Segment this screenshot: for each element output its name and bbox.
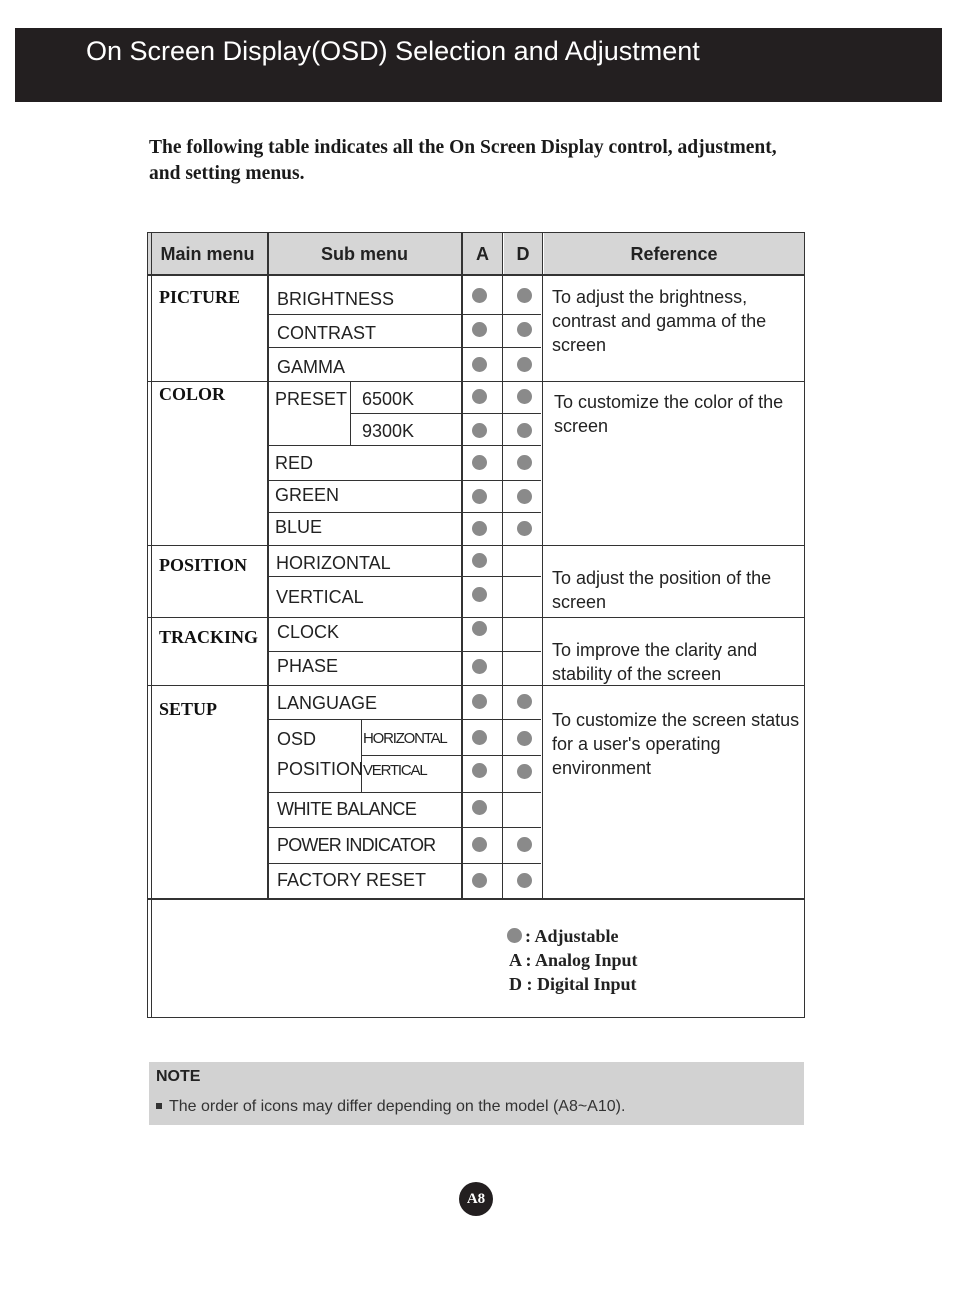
col-header-sub-menu: Sub menu bbox=[268, 233, 461, 275]
note-text: The order of icons may differ depending on the model (A8~A10). bbox=[169, 1098, 626, 1115]
divider bbox=[268, 651, 541, 652]
divider bbox=[268, 480, 541, 481]
adjustable-dot bbox=[517, 837, 532, 852]
adjustable-dot bbox=[472, 322, 487, 337]
adjustable-dot bbox=[472, 521, 487, 536]
adjustable-dot bbox=[517, 455, 532, 470]
sub-menu-gamma: GAMMA bbox=[277, 357, 346, 377]
divider bbox=[461, 233, 463, 899]
main-menu-color: COLOR bbox=[159, 384, 226, 404]
sub-menu-osd: OSD bbox=[277, 729, 317, 749]
reference-picture: To adjust the brightness, contrast and gamma of the screen bbox=[552, 287, 767, 355]
adjustable-dot bbox=[517, 423, 532, 438]
divider bbox=[268, 863, 541, 864]
adjustable-dot bbox=[517, 873, 532, 888]
adjustable-dot bbox=[517, 764, 532, 779]
adjustable-dot bbox=[472, 837, 487, 852]
adjustable-dot bbox=[472, 423, 487, 438]
divider bbox=[267, 233, 269, 899]
sub-menu-contrast: CONTRAST bbox=[277, 323, 376, 343]
divider bbox=[148, 898, 804, 900]
sub-menu-clock: CLOCK bbox=[277, 622, 340, 642]
reference-position: To adjust the position of the screen bbox=[552, 568, 772, 612]
main-menu-position: POSITION bbox=[159, 555, 248, 575]
divider bbox=[268, 347, 541, 348]
bullet-icon bbox=[156, 1103, 162, 1109]
legend-adjustable bbox=[507, 926, 619, 947]
sub-menu-blue: BLUE bbox=[275, 517, 323, 537]
divider bbox=[268, 576, 541, 577]
divider bbox=[148, 381, 804, 382]
divider bbox=[268, 445, 541, 446]
sub-menu-preset: PRESET bbox=[275, 389, 348, 409]
main-menu-tracking: TRACKING bbox=[159, 627, 259, 647]
sub-menu-phase: PHASE bbox=[277, 656, 339, 676]
adjustable-dot bbox=[517, 731, 532, 746]
sub-menu-language: LANGUAGE bbox=[277, 693, 378, 713]
sub-menu-osd-horizontal: HORIZONTAL bbox=[363, 730, 447, 747]
sub-menu-brightness: BRIGHTNESS bbox=[277, 289, 395, 309]
divider bbox=[362, 755, 541, 756]
note-title: NOTE bbox=[156, 1068, 201, 1085]
sub-menu-red: RED bbox=[275, 453, 314, 473]
sub-menu-osd-vertical: VERTICAL bbox=[363, 762, 427, 779]
divider bbox=[351, 413, 541, 414]
adjustable-dot bbox=[472, 288, 487, 303]
legend-adjustable-label: : Adjustable bbox=[525, 926, 619, 946]
legend-digital: D : Digital Input bbox=[509, 974, 637, 994]
divider bbox=[502, 233, 503, 899]
adjustable-dot bbox=[517, 357, 532, 372]
adjustable-dot bbox=[472, 455, 487, 470]
adjustable-dot bbox=[517, 489, 532, 504]
divider bbox=[268, 719, 541, 720]
sub-menu-green: GREEN bbox=[275, 485, 340, 505]
reference-tracking: To improve the clarity and stability of the screen bbox=[552, 640, 758, 684]
reference-color: To customize the color of the screen bbox=[554, 392, 784, 436]
page-title: On Screen Display(OSD) Selection and Adjustment bbox=[86, 36, 700, 66]
main-menu-setup: SETUP bbox=[159, 699, 218, 719]
sub-menu-6500k: 6500K bbox=[362, 389, 415, 409]
sub-menu-power-indicator: POWER INDICATOR bbox=[277, 835, 436, 855]
page-number: A8 bbox=[459, 1182, 493, 1216]
adjustable-dot bbox=[517, 322, 532, 337]
adjustable-dot bbox=[472, 389, 487, 404]
divider bbox=[148, 617, 804, 618]
adjustable-dot bbox=[517, 288, 532, 303]
adjustable-dot bbox=[472, 489, 487, 504]
adjustable-dot bbox=[517, 521, 532, 536]
adjustable-dot bbox=[472, 763, 487, 778]
adjustable-dot bbox=[472, 659, 487, 674]
sub-menu-white-balance: WHITE BALANCE bbox=[277, 799, 417, 819]
adjustable-dot bbox=[472, 694, 487, 709]
sub-menu-factory-reset: FACTORY RESET bbox=[277, 870, 427, 890]
col-header-main-menu: Main menu bbox=[148, 233, 267, 275]
main-menu-picture: PICTURE bbox=[159, 287, 241, 307]
adjustable-dot-icon bbox=[507, 928, 522, 943]
intro-text: The following table indicates all the On Screen Display control, adjustment, and setting menus. bbox=[149, 137, 777, 184]
adjustable-dot bbox=[472, 357, 487, 372]
col-header-a: A bbox=[463, 233, 502, 275]
sub-menu-position: POSITION bbox=[277, 759, 364, 779]
divider bbox=[268, 314, 541, 315]
note-item bbox=[156, 1098, 625, 1116]
adjustable-dot bbox=[472, 730, 487, 745]
col-header-d: D bbox=[504, 233, 542, 275]
sub-menu-vertical: VERTICAL bbox=[276, 587, 364, 607]
reference-setup: To customize the screen status for a user's operating environment bbox=[552, 710, 800, 778]
divider bbox=[148, 274, 804, 276]
note-box bbox=[149, 1062, 804, 1125]
adjustable-dot bbox=[472, 621, 487, 636]
adjustable-dot bbox=[472, 873, 487, 888]
col-header-reference: Reference bbox=[544, 233, 804, 275]
divider bbox=[148, 545, 804, 546]
sub-menu-9300k: 9300K bbox=[362, 421, 415, 441]
divider bbox=[268, 827, 541, 828]
divider bbox=[268, 512, 541, 513]
adjustable-dot bbox=[472, 800, 487, 815]
sub-menu-horizontal: HORIZONTAL bbox=[276, 553, 391, 573]
divider bbox=[268, 792, 541, 793]
adjustable-dot bbox=[517, 389, 532, 404]
legend-analog: A : Analog Input bbox=[509, 950, 638, 970]
divider bbox=[542, 233, 543, 899]
adjustable-dot bbox=[472, 553, 487, 568]
adjustable-dot bbox=[517, 694, 532, 709]
adjustable-dot bbox=[472, 587, 487, 602]
osd-table bbox=[147, 232, 805, 1018]
